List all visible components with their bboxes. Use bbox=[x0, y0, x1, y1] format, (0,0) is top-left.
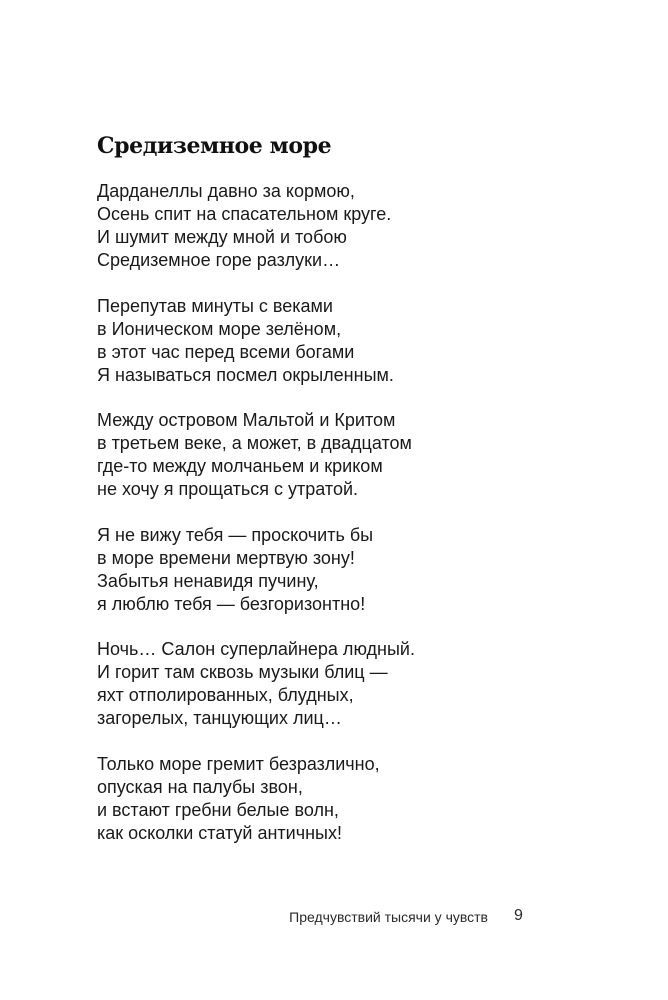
poem-title: Средиземное море bbox=[97, 133, 332, 159]
stanza-6 bbox=[97, 753, 617, 845]
poem-line: яхт отполированных, блудных, bbox=[97, 685, 354, 705]
poem-line: в третьем веке, а может, в двадцатом bbox=[97, 433, 412, 453]
poem-line: Дарданеллы давно за кормою, bbox=[97, 181, 355, 201]
poem-line: как осколки статуй античных! bbox=[97, 822, 342, 843]
poem-line: и встают гребни белые волн, bbox=[97, 799, 339, 820]
poem-body bbox=[97, 180, 617, 867]
poem-line: где-то между молчаньем и криком bbox=[97, 456, 383, 476]
poem-line: опуская на палубы звон, bbox=[97, 776, 303, 797]
poem-line: Осень спит на спасательном круге. bbox=[97, 204, 392, 224]
poem-line: загорелых, танцующих лиц… bbox=[97, 708, 342, 728]
stanza-4 bbox=[97, 524, 617, 616]
poem-line: в Ионическом море зелёном, bbox=[97, 318, 342, 339]
poem-line: Только море гремит безразлично, bbox=[97, 753, 380, 774]
poem-line: я люблю тебя — безгоризонтно! bbox=[97, 593, 366, 614]
stanza-1 bbox=[97, 180, 617, 272]
page-footer bbox=[0, 906, 668, 930]
poem-line: Ночь… Салон суперлайнера людный. bbox=[97, 639, 415, 659]
stanza-3 bbox=[97, 409, 617, 501]
poem-line: Перепутав минуты с веками bbox=[97, 295, 333, 316]
poem-line: Средиземное горе разлуки… bbox=[97, 250, 341, 270]
poem-line: в этот час перед всеми богами bbox=[97, 341, 355, 362]
page-number: 9 bbox=[514, 907, 523, 924]
poem-line: Между островом Мальтой и Критом bbox=[97, 410, 396, 430]
poem-line: И шумит между мной и тобою bbox=[97, 227, 347, 247]
poem-line: Я называться посмел окрыленным. bbox=[97, 364, 394, 385]
poem-line: в море времени мертвую зону! bbox=[97, 547, 355, 568]
stanza-5 bbox=[97, 638, 617, 730]
poem-line: Забытья ненавидя пучину, bbox=[97, 570, 319, 591]
poem-line: И горит там сквозь музыки блиц — bbox=[97, 662, 388, 682]
stanza-2 bbox=[97, 295, 617, 387]
poem-line: Я не вижу тебя — проскочить бы bbox=[97, 524, 374, 545]
running-title: Предчувствий тысячи у чувств bbox=[289, 909, 488, 925]
poem-line: не хочу я прощаться с утратой. bbox=[97, 479, 359, 499]
